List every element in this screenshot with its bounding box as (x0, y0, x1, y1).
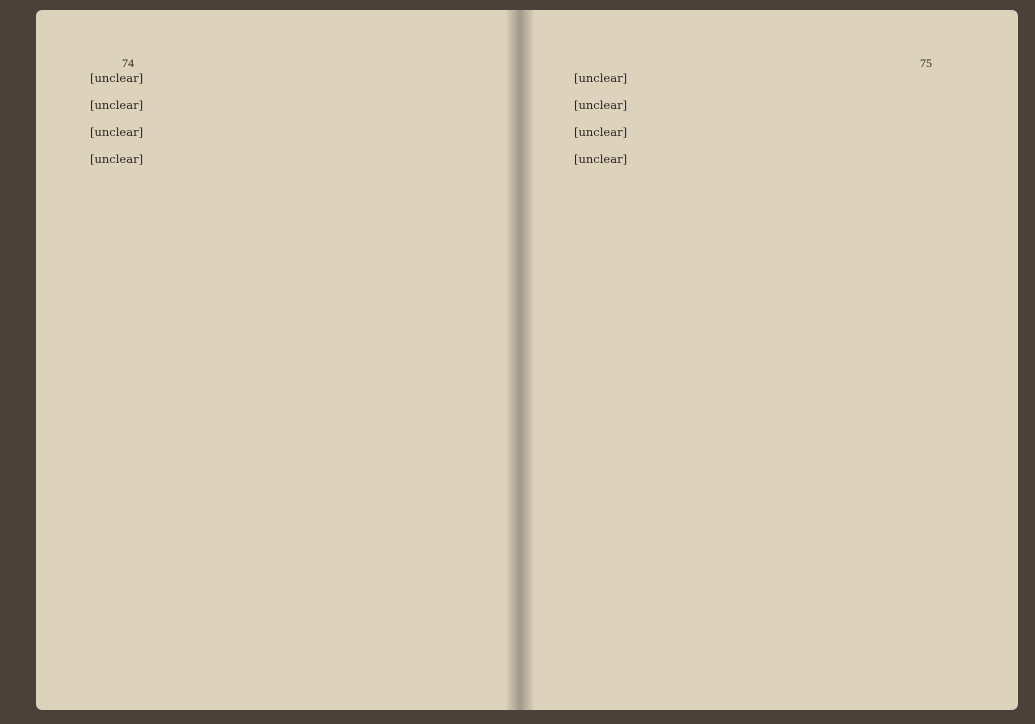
paragraph: [unclear] (90, 125, 144, 139)
paragraph: [unclear] (574, 71, 628, 85)
paragraph: [unclear] (90, 98, 144, 112)
paragraph: [unclear] (90, 71, 144, 85)
page-number: 74 (122, 56, 134, 70)
right-page (520, 10, 1018, 710)
book-gutter (505, 10, 535, 710)
paragraph: [unclear] (574, 152, 628, 166)
paragraph: [unclear] (574, 125, 628, 139)
paragraph: [unclear] (574, 98, 628, 112)
page-number: 75 (920, 56, 932, 70)
paragraph: [unclear] (90, 152, 144, 166)
left-page (36, 10, 520, 710)
